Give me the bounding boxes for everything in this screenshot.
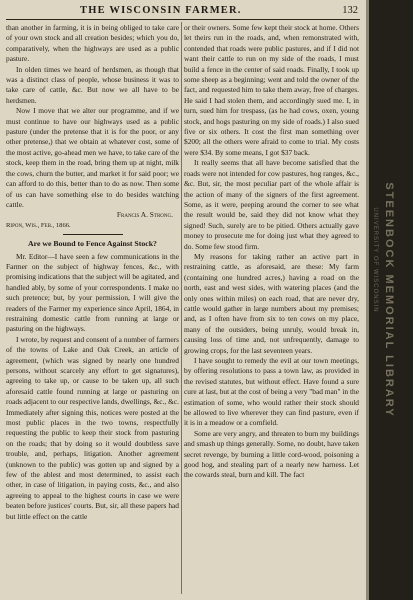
right-column (184, 23, 359, 481)
page-header-title: THE WISCONSIN FARMER. (80, 5, 242, 16)
paragraph: or their owners. Some few kept their stock at home. Others let theirs run in the roads, and, when remonstrated with, contended that roads were public pastures, and if I did not want their cattle to run on my side of the roads, I must build a fence in the center of said roads. Finally, I took up some sheep as a beginning; went and told the owner of the fact, and requested him to take them away, free of charges. He said I had stolen them, and accordingly sued me. I, in turn, sued him for trespass, (as he had cows, oxen, young stock, and hogs pasturing on my side of roads.) I also sued five or six others. It cost the first man something over $200; all the others were afraid to come to trial. My costs were $34. By some means, I got $37 back. (184, 23, 359, 157)
section-separator (63, 234, 123, 235)
book-spine (366, 0, 413, 600)
paragraph: Now I move that we alter our programme, and if we must continue to have our highways used as a public pasture (under the pretense that it is for the poor, or any other pretense,) that we obtain at whatever cost, some of the most active, go-ahead men we have, to take care of the stock, keep them in the road, bring them up at night, milk the cows, churn the butter, and market it for said poor; we can afford to do this, better than to do as now. Then some of us can have something else to do besides watching cattle. (6, 106, 179, 209)
author-signature: Francis A. Strong. (116, 210, 173, 220)
paragraph: Mr. Editor—I have seen a few communications in the Farmer on the subject of highway fences, &c., with promising indications that the subject will be agitated, and handled ably, by some of your correspondents. I make no such pretence; but, by your permission, I will give the readers of the Farmer my experience since April, 1864, in restraining domestic cattle from running at large or pasturing on the highways. (6, 251, 179, 334)
paragraph: I wrote, by request and consent of a number of farmers of the towns of Lake and Oak Creek, an article of agreement, (which was signed by nearly one hundred persons, without scarcely any effort to get signatures), agreeing to take up, or cause to be taken up, all such aforesaid cattle found running at large or pasturing on roads adjacent to our respective lands, dwellings, &c., &c. Immediately after signing this, notices were posted at the most public places in the two towns, respectfully requesting the public to keep their stock from pasturing on the roads; that by doing so it would doubtless save trouble, and, perhaps, litigation. Another agreement (unknown to the public) was gotten up and signed by a few of the ablest and most determined, to assist each other, in case of litigation, in paying costs, &c., and also agreeing to appeal to the highest courts in case we were beaten before justices' courts. But, sir, all these papers had but little effect on the cattle (6, 334, 179, 521)
paragraph: than another in farming, it is in being obliged to take care of your own stock and all creation besides; which you do, comparatively, when the highways are used as a public pasture. (6, 23, 179, 64)
paragraph: My reasons for taking rather an active part in restraining cattle, as aforesaid, are these: My farm (containing one hundred acres,) having a road on the north, east and west sides, with watering places (and the only ones within miles) on each road, that are never dry, cattle would gather in large numbers about my premises; and, as I often have from six to ten cows on my place, many of the outsiders, being unruly, would break in, causing loss of time and, not unfrequently, damage to growing crops, for the last seventeen years. (184, 251, 359, 355)
header-rule (6, 19, 360, 20)
column-divider (181, 22, 182, 594)
dateline: Ripon, Wis., Feb., 1866. (6, 221, 71, 229)
paragraph: In olden times we heard of herdsmen, as though that was a distinct class of people, whose business it was to take care of cattle, &c. But now we all have to be herdsmen. (6, 64, 179, 105)
article-title: Are we Bound to Fence Against Stock? (28, 239, 157, 249)
spine-library-stamp: STEENBOCK MEMORIAL LIBRARY (383, 182, 395, 418)
paragraph: It really seems that all have become satisfied that the roads were not intended for cow pastures, hog ranges, &c., &c. But, sir, the most peculiar part of the whole affair is the action of many of the signers of the first agreement. Some, as it were, peeping around the corner to see what the result would be, said they did not know what they signed! Such, surely are to be pitied. Others actually gave money to prosecute me for doing just what they agreed to do. Some few stood firm. (184, 158, 359, 251)
page-number: 132 (342, 5, 358, 16)
paragraph: I have sought to remedy the evil at our town meetings, by offering resolutions to pass a town law, as provided in the revised statutes, but without effect. Have found a sure cure at last, but at the cost of being a very "bad man" in the estimation of some, who would rather their stock should be allowed to live wherever they can find pasture, even if it is in a meadow or a cornfield. (184, 356, 359, 428)
left-column (6, 23, 179, 522)
running-header (0, 5, 366, 19)
page-edge (366, 0, 369, 600)
paragraph: Some are very angry, and threaten to burn my buildings and smash up things generally. Some, no doubt, have taken secret revenge, by burning a little cord-wood, poisoning a good hog, and stealing part of a nearly new harness. Let the cowards steal, burn and kill. The fact (184, 428, 359, 480)
spine-small-text: UNIVERSITY OF WISCONSIN (372, 207, 378, 313)
